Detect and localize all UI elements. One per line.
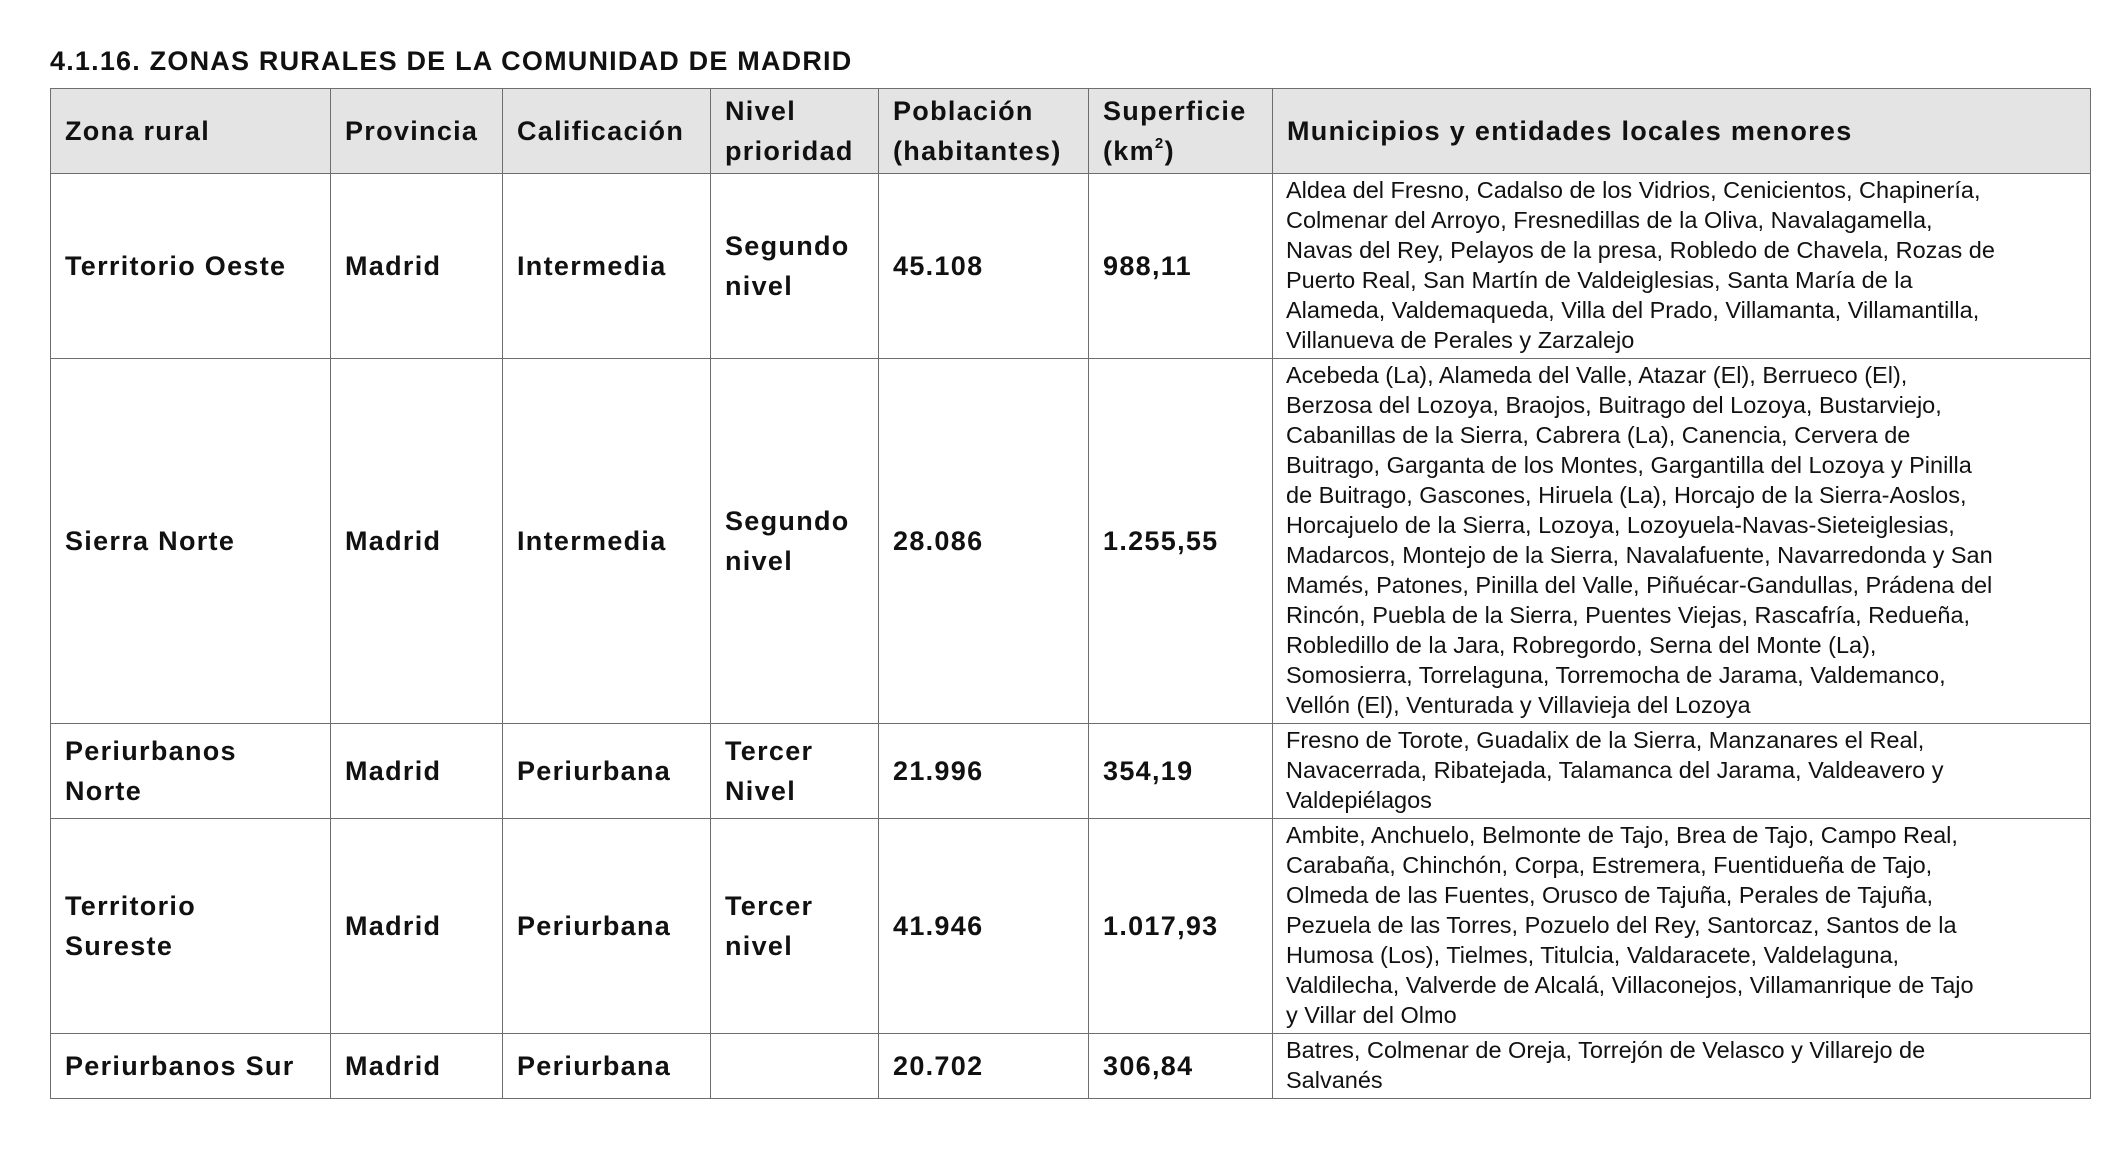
cell-municipios-line: Ambite, Anchuelo, Belmonte de Tajo, Brea de Tajo, Campo Real, [1286,822,1958,848]
cell-nivel-prioridad [711,174,879,359]
cell-provincia: Madrid [331,1034,503,1099]
cell-municipios-line: Acebeda (La), Alameda del Valle, Atazar (El), Berrueco (El), [1286,362,1908,388]
cell-municipios [1273,724,2091,819]
cell-municipios-line: Horcajuelo de la Sierra, Lozoya, Lozoyuela-Navas-Sieteiglesias, [1286,512,1955,538]
cell-municipios-line: Mamés, Patones, Pinilla del Valle, Piñuécar-Gandullas, Prádena del [1286,572,1993,598]
cell-zona-rural-line: Sierra Norte [65,526,236,556]
cell-zona-rural-line: Territorio Oeste [65,251,287,281]
header-nivel-line1: Nivel [725,96,797,126]
cell-provincia: Madrid [331,359,503,724]
rural-zones-table [50,88,2091,1099]
cell-poblacion: 28.086 [879,359,1089,724]
cell-zona-rural [51,359,331,724]
cell-municipios-line: Rincón, Puebla de la Sierra, Puentes Viejas, Rascafría, Redueña, [1286,602,1971,628]
header-superficie-unit: (km [1103,136,1155,166]
cell-nivel-prioridad [711,819,879,1034]
cell-municipios-line: Batres, Colmenar de Oreja, Torrejón de Velasco y Villarejo de [1286,1037,1926,1063]
cell-nivel-prioridad [711,359,879,724]
cell-municipios-line: Alameda, Valdemaqueda, Villa del Prado, Villamanta, Villamantilla, [1286,297,1980,323]
cell-municipios-line: Cabanillas de la Sierra, Cabrera (La), Canencia, Cervera de [1286,422,1911,448]
cell-municipios-line: Fresno de Torote, Guadalix de la Sierra, Manzanares el Real, [1286,727,1925,753]
cell-municipios-line: Madarcos, Montejo de la Sierra, Navalafuente, Navarredonda y San [1286,542,1993,568]
header-calificacion: Calificación [503,89,711,174]
table-row [51,359,2091,724]
cell-superficie: 1.255,55 [1089,359,1273,724]
cell-calificacion: Intermedia [503,174,711,359]
cell-municipios-line: Robledillo de la Jara, Robregordo, Serna del Monte (La), [1286,632,1877,658]
cell-superficie: 988,11 [1089,174,1273,359]
cell-nivel-prioridad-line: Segundo [725,231,850,261]
cell-municipios-line: de Buitrago, Gascones, Hiruela (La), Horcajo de la Sierra-Aoslos, [1286,482,1967,508]
cell-nivel-prioridad-line: Segundo [725,506,850,536]
cell-poblacion: 21.996 [879,724,1089,819]
cell-poblacion: 41.946 [879,819,1089,1034]
cell-nivel-prioridad-line: Tercer [725,736,814,766]
cell-provincia: Madrid [331,174,503,359]
cell-zona-rural [51,1034,331,1099]
document-title: 4.1.16. ZONAS RURALES DE LA COMUNIDAD DE MADRID [50,46,853,76]
cell-calificacion: Periurbana [503,1034,711,1099]
cell-zona-rural-line: Sureste [65,931,174,961]
cell-municipios-line: Vellón (El), Venturada y Villavieja del Lozoya [1286,692,1751,718]
cell-municipios-line: Aldea del Fresno, Cadalso de los Vidrios, Cenicientos, Chapinería, [1286,177,1981,203]
cell-municipios-line: Navas del Rey, Pelayos de la presa, Robledo de Chavela, Rozas de [1286,237,1995,263]
cell-nivel-prioridad-line: nivel [725,546,794,576]
header-zona-rural: Zona rural [51,89,331,174]
cell-nivel-prioridad-line: Tercer [725,891,814,921]
cell-nivel-prioridad-line: nivel [725,271,794,301]
cell-municipios [1273,1034,2091,1099]
cell-calificacion: Periurbana [503,819,711,1034]
cell-municipios-line: Berzosa del Lozoya, Braojos, Buitrago del Lozoya, Bustarviejo, [1286,392,1942,418]
header-nivel-line2: prioridad [725,136,854,166]
header-row [51,89,2091,174]
cell-municipios-line: Valdepiélagos [1286,787,1432,813]
cell-calificacion: Periurbana [503,724,711,819]
cell-superficie: 306,84 [1089,1034,1273,1099]
cell-municipios-line: Somosierra, Torrelaguna, Torremocha de Jarama, Valdemanco, [1286,662,1946,688]
cell-zona-rural-line: Norte [65,776,143,806]
header-superficie-exponent: 2 [1154,135,1165,152]
header-provincia: Provincia [331,89,503,174]
header-nivel-prioridad [711,89,879,174]
header-poblacion-line2: (habitantes) [893,136,1062,166]
header-poblacion [879,89,1089,174]
cell-zona-rural [51,724,331,819]
table-row [51,1034,2091,1099]
cell-municipios-line: Villanueva de Perales y Zarzalejo [1286,327,1635,353]
cell-municipios [1273,819,2091,1034]
cell-superficie: 1.017,93 [1089,819,1273,1034]
cell-zona-rural-line: Periurbanos [65,736,237,766]
cell-municipios-line: Buitrago, Garganta de los Montes, Gargantilla del Lozoya y Pinilla [1286,452,1972,478]
header-municipios: Municipios y entidades locales menores [1273,89,2091,174]
cell-poblacion: 20.702 [879,1034,1089,1099]
cell-municipios-line: Pezuela de las Torres, Pozuelo del Rey, Santorcaz, Santos de la [1286,912,1957,938]
cell-zona-rural-line: Territorio [65,891,197,921]
cell-nivel-prioridad-line: nivel [725,931,794,961]
table-row [51,724,2091,819]
cell-municipios-line: y Villar del Olmo [1286,1002,1457,1028]
cell-zona-rural-line: Periurbanos Sur [65,1051,295,1081]
cell-nivel-prioridad [711,1034,879,1099]
cell-poblacion: 45.108 [879,174,1089,359]
cell-superficie: 354,19 [1089,724,1273,819]
cell-municipios-line: Colmenar del Arroyo, Fresnedillas de la Oliva, Navalagamella, [1286,207,1933,233]
cell-municipios-line: Navacerrada, Ribatejada, Talamanca del Jarama, Valdeavero y [1286,757,1944,783]
cell-zona-rural [51,819,331,1034]
header-poblacion-line1: Población [893,96,1034,126]
table-body [51,174,2091,1099]
cell-nivel-prioridad [711,724,879,819]
header-superficie [1089,89,1273,174]
cell-municipios-line: Olmeda de las Fuentes, Orusco de Tajuña, Perales de Tajuña, [1286,882,1934,908]
cell-municipios-line: Puerto Real, San Martín de Valdeiglesias, Santa María de la [1286,267,1913,293]
table-row [51,174,2091,359]
cell-calificacion: Intermedia [503,359,711,724]
cell-nivel-prioridad-line: Nivel [725,776,797,806]
header-superficie-close: ) [1164,136,1175,166]
cell-municipios-line: Salvanés [1286,1067,1383,1093]
cell-zona-rural [51,174,331,359]
cell-municipios-line: Carabaña, Chinchón, Corpa, Estremera, Fuentidueña de Tajo, [1286,852,1933,878]
cell-municipios-line: Humosa (Los), Tielmes, Titulcia, Valdaracete, Valdelaguna, [1286,942,1900,968]
cell-provincia: Madrid [331,724,503,819]
table-row [51,819,2091,1034]
cell-provincia: Madrid [331,819,503,1034]
header-superficie-line1: Superficie [1103,96,1247,126]
cell-municipios-line: Valdilecha, Valverde de Alcalá, Villaconejos, Villamanrique de Tajo [1286,972,1974,998]
cell-municipios [1273,174,2091,359]
cell-municipios [1273,359,2091,724]
